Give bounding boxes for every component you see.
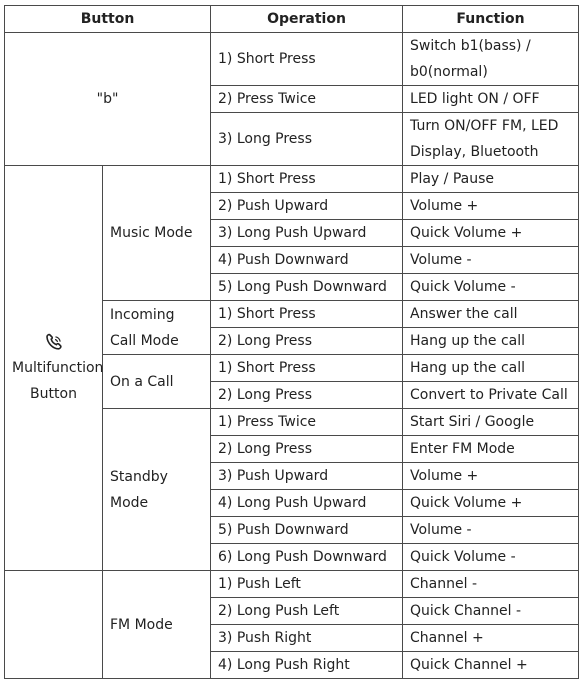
header-operation: Operation xyxy=(211,6,403,33)
operation-cell: 2) Push Upward xyxy=(211,193,403,220)
operation-cell: 6) Long Push Downward xyxy=(211,544,403,571)
mode-label: Incoming Call Mode xyxy=(103,301,211,355)
function-cell: Quick Volume - xyxy=(403,544,579,571)
operation-cell: 1) Press Twice xyxy=(211,409,403,436)
operation-cell: 1) Short Press xyxy=(211,166,403,193)
operation-cell: 1) Short Press xyxy=(211,355,403,382)
mode-label: FM Mode xyxy=(103,571,211,679)
header-button: Button xyxy=(5,6,211,33)
function-cell: Start Siri / Google xyxy=(403,409,579,436)
function-cell: Quick Volume + xyxy=(403,490,579,517)
b-button-label: "b" xyxy=(5,33,211,166)
operation-cell: 4) Push Downward xyxy=(211,247,403,274)
phone-icon xyxy=(44,332,64,352)
operation-cell: 3) Push Right xyxy=(211,625,403,652)
function-cell: Quick Channel + xyxy=(403,652,579,679)
operation-cell: 4) Long Push Upward xyxy=(211,490,403,517)
button-function-table xyxy=(4,5,579,679)
operation-cell: 1) Short Press xyxy=(211,301,403,328)
header-function: Function xyxy=(403,6,579,33)
operation-cell: 1) Short Press xyxy=(211,33,403,86)
operation-cell: 3) Push Upward xyxy=(211,463,403,490)
mode-label: On a Call xyxy=(103,355,211,409)
operation-cell: 5) Long Push Downward xyxy=(211,274,403,301)
table-row xyxy=(5,33,579,86)
function-cell: Quick Volume + xyxy=(403,220,579,247)
header-row xyxy=(5,6,579,33)
operation-cell: 4) Long Push Right xyxy=(211,652,403,679)
function-cell: Quick Channel - xyxy=(403,598,579,625)
operation-cell: 2) Long Press xyxy=(211,436,403,463)
function-cell: Switch b1(bass) / b0(normal) xyxy=(403,33,579,86)
function-cell: Volume - xyxy=(403,517,579,544)
function-cell: Quick Volume - xyxy=(403,274,579,301)
function-cell: Volume + xyxy=(403,193,579,220)
table-row xyxy=(5,166,579,193)
function-cell: Volume + xyxy=(403,463,579,490)
mode-label: Standby Mode xyxy=(103,409,211,571)
operation-cell: 5) Push Downward xyxy=(211,517,403,544)
function-cell: Hang up the call xyxy=(403,328,579,355)
function-cell: Channel - xyxy=(403,571,579,598)
fm-button-cell xyxy=(5,571,103,679)
function-cell: Answer the call xyxy=(403,301,579,328)
operation-cell: 3) Long Press xyxy=(211,113,403,166)
mode-label: Music Mode xyxy=(103,166,211,301)
function-cell: Play / Pause xyxy=(403,166,579,193)
function-cell: Channel + xyxy=(403,625,579,652)
multifunction-button-cell xyxy=(5,166,103,571)
function-cell: LED light ON / OFF xyxy=(403,86,579,113)
operation-cell: 2) Long Press xyxy=(211,328,403,355)
function-cell: Convert to Private Call xyxy=(403,382,579,409)
operation-cell: 3) Long Push Upward xyxy=(211,220,403,247)
function-cell: Turn ON/OFF FM, LED Display, Bluetooth xyxy=(403,113,579,166)
operation-cell: 2) Long Press xyxy=(211,382,403,409)
operation-cell: 1) Push Left xyxy=(211,571,403,598)
operation-cell: 2) Long Push Left xyxy=(211,598,403,625)
multifunction-button-label: Multifunction Button xyxy=(12,360,104,402)
function-cell: Enter FM Mode xyxy=(403,436,579,463)
function-cell: Hang up the call xyxy=(403,355,579,382)
operation-cell: 2) Press Twice xyxy=(211,86,403,113)
table-row xyxy=(5,571,579,598)
function-cell: Volume - xyxy=(403,247,579,274)
